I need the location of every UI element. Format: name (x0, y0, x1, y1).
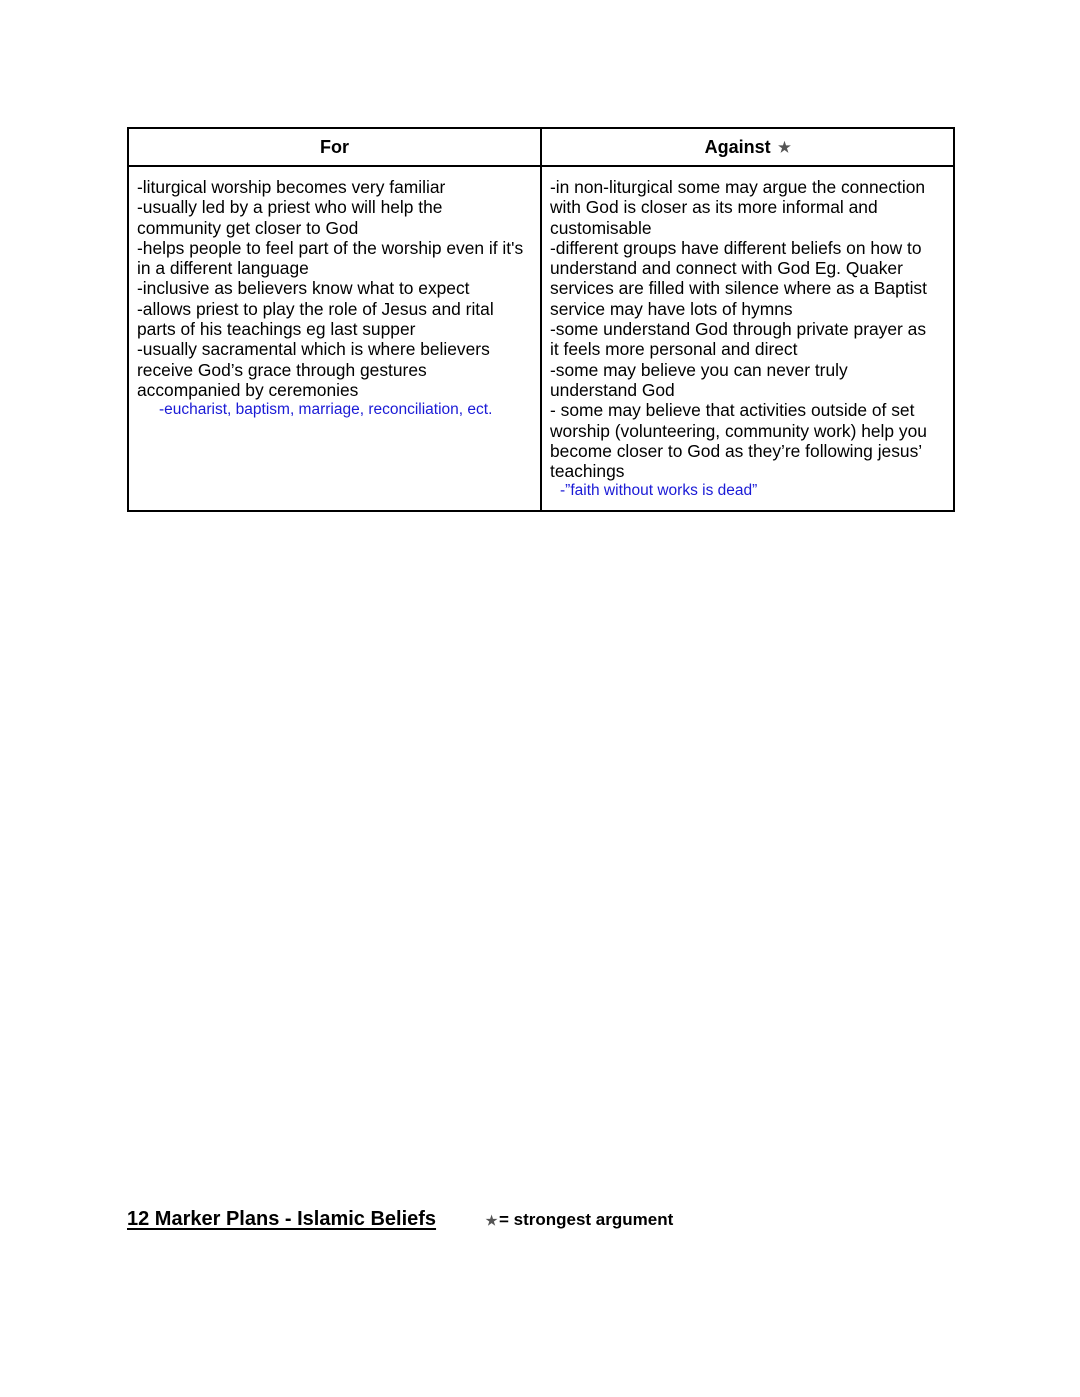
against-line: services are filled with silence where as a Baptist (550, 278, 927, 299)
for-line: parts of his teachings eg last supper (137, 319, 416, 340)
for-against-table (127, 127, 955, 512)
against-line: worship (volunteering, community work) help you (550, 420, 927, 441)
against-line: it feels more personal and direct (550, 339, 798, 360)
for-line: -inclusive as believers know what to expect (137, 278, 470, 299)
for-note: -eucharist, baptism, marriage, reconciliation, ect. (159, 401, 493, 419)
against-line: -some understand God through private prayer as (550, 319, 927, 340)
star-icon: ✭ (778, 138, 791, 155)
against-line: -some may believe you can never truly (550, 359, 848, 380)
for-line: in a different language (137, 258, 309, 279)
for-header (128, 128, 541, 166)
against-line: understand God (550, 379, 675, 400)
against-note: -”faith without works is dead” (560, 482, 758, 500)
against-line: understand and connect with God Eg. Quaker (550, 258, 903, 279)
against-header (541, 128, 954, 166)
footer (127, 1208, 673, 1238)
for-line: -allows priest to play the role of Jesus and rital (137, 298, 494, 319)
against-line: customisable (550, 217, 652, 238)
against-line: with God is closer as its more informal and (550, 197, 878, 218)
for-line: -usually led by a priest who will help the (137, 197, 443, 218)
for-line: -helps people to feel part of the worship even if it's (137, 237, 524, 258)
for-line: -liturgical worship becomes very familiar (137, 177, 446, 197)
against-line: -in non-liturgical some may argue the connection (550, 177, 926, 197)
star-icon: ✭ (486, 1213, 497, 1228)
for-cell (128, 166, 541, 511)
table-header-row (128, 128, 954, 166)
for-header-label: For (320, 136, 349, 157)
for-line: community get closer to God (137, 217, 359, 238)
against-line: - some may believe that activities outside of set (550, 400, 915, 421)
against-cell (541, 166, 954, 511)
against-line: become closer to God as they’re following jesus’ (550, 440, 923, 461)
against-line: -different groups have different beliefs on how to (550, 237, 922, 258)
against-line: service may have lots of hymns (550, 298, 793, 319)
for-line: -usually sacramental which is where believers (137, 339, 490, 360)
against-line: teachings (550, 461, 625, 482)
legend-key-text: = strongest argument (498, 1210, 674, 1229)
for-line: receive God’s grace through gestures (137, 359, 427, 380)
table-row (128, 166, 954, 511)
for-line: accompanied by ceremonies (137, 379, 359, 400)
against-header-label: Against (704, 136, 771, 157)
legend-key (486, 1210, 673, 1230)
page-title: 12 Marker Plans - Islamic Beliefs (127, 1208, 437, 1230)
